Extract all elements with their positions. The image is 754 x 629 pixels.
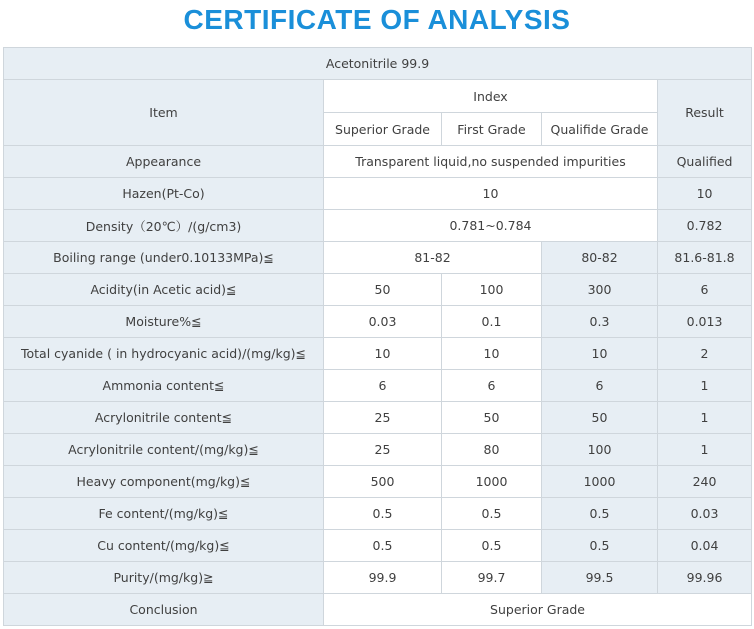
row-first: 1000 (442, 466, 542, 498)
row-item: Total cyanide ( in hydrocyanic acid)/(mg/kg)≦ (4, 338, 324, 370)
header-result: Result (658, 80, 752, 146)
row-result: 1 (658, 402, 752, 434)
row-qualified: 0.5 (542, 498, 658, 530)
table-row (4, 498, 752, 530)
row-item: Boiling range (under0.10133MPa)≦ (4, 242, 324, 274)
row-item: Acrylonitrile content/(mg/kg)≦ (4, 434, 324, 466)
row-item: Fe content/(mg/kg)≦ (4, 498, 324, 530)
row-superior: 0.03 (324, 306, 442, 338)
row-result: 1 (658, 434, 752, 466)
row-qualified: 50 (542, 402, 658, 434)
row-result: 0.03 (658, 498, 752, 530)
table-row (4, 274, 752, 306)
table-row (4, 146, 752, 178)
table-row (4, 370, 752, 402)
row-item: Acrylonitrile content≦ (4, 402, 324, 434)
table-row (4, 242, 752, 274)
row-item: Density（20℃）/(g/cm3) (4, 210, 324, 242)
table-row (4, 402, 752, 434)
row-result: 2 (658, 338, 752, 370)
conclusion-value: Superior Grade (324, 594, 752, 626)
row-superior: 6 (324, 370, 442, 402)
row-first: 80 (442, 434, 542, 466)
row-superior: 25 (324, 434, 442, 466)
row-qualified: 6 (542, 370, 658, 402)
table-row (4, 80, 752, 113)
row-superior: 50 (324, 274, 442, 306)
row-item: Hazen(Pt-Co) (4, 178, 324, 210)
row-result: 10 (658, 178, 752, 210)
row-first: 99.7 (442, 562, 542, 594)
table-row (4, 48, 752, 80)
row-first: 6 (442, 370, 542, 402)
table-row (4, 306, 752, 338)
row-index: 10 (324, 178, 658, 210)
row-superior: 99.9 (324, 562, 442, 594)
row-first: 0.5 (442, 498, 542, 530)
table-row (4, 338, 752, 370)
row-first: 0.1 (442, 306, 542, 338)
row-result: 6 (658, 274, 752, 306)
header-grade-qualified: Qualifide Grade (542, 113, 658, 146)
row-item: Ammonia content≦ (4, 370, 324, 402)
row-superior: 0.5 (324, 498, 442, 530)
conclusion-label: Conclusion (4, 594, 324, 626)
row-first: 0.5 (442, 530, 542, 562)
row-qualified: 0.3 (542, 306, 658, 338)
row-result: 0.013 (658, 306, 752, 338)
row-result: 0.04 (658, 530, 752, 562)
table-row (4, 210, 752, 242)
table-row (4, 178, 752, 210)
row-result: Qualified (658, 146, 752, 178)
row-qualified: 100 (542, 434, 658, 466)
row-item: Purity/(mg/kg)≧ (4, 562, 324, 594)
row-first: 50 (442, 402, 542, 434)
row-superior: 500 (324, 466, 442, 498)
header-grade-first: First Grade (442, 113, 542, 146)
row-result: 240 (658, 466, 752, 498)
table-row (4, 530, 752, 562)
table-row (4, 562, 752, 594)
row-result: 81.6-81.8 (658, 242, 752, 274)
row-qualified: 300 (542, 274, 658, 306)
row-qualified: 0.5 (542, 530, 658, 562)
table-row (4, 466, 752, 498)
row-superior: 25 (324, 402, 442, 434)
header-index: Index (324, 80, 658, 113)
header-item: Item (4, 80, 324, 146)
header-grade-superior: Superior Grade (324, 113, 442, 146)
row-index: Transparent liquid,no suspended impurities (324, 146, 658, 178)
row-index-superior-first: 81-82 (324, 242, 542, 274)
row-result: 0.782 (658, 210, 752, 242)
table-row (4, 594, 752, 626)
row-index: 0.781~0.784 (324, 210, 658, 242)
row-first: 10 (442, 338, 542, 370)
row-first: 100 (442, 274, 542, 306)
page-title: CERTIFICATE OF ANALYSIS (183, 4, 571, 35)
row-item: Acidity(in Acetic acid)≦ (4, 274, 324, 306)
row-superior: 10 (324, 338, 442, 370)
analysis-table (3, 47, 752, 626)
row-qualified: 1000 (542, 466, 658, 498)
table-row (4, 434, 752, 466)
row-superior: 0.5 (324, 530, 442, 562)
row-item: Moisture%≦ (4, 306, 324, 338)
row-result: 1 (658, 370, 752, 402)
row-item: Appearance (4, 146, 324, 178)
row-result: 99.96 (658, 562, 752, 594)
row-index-qualified: 80-82 (542, 242, 658, 274)
row-qualified: 10 (542, 338, 658, 370)
row-qualified: 99.5 (542, 562, 658, 594)
product-name: Acetonitrile 99.9 (4, 48, 752, 80)
row-item: Heavy component(mg/kg)≦ (4, 466, 324, 498)
row-item: Cu content/(mg/kg)≦ (4, 530, 324, 562)
